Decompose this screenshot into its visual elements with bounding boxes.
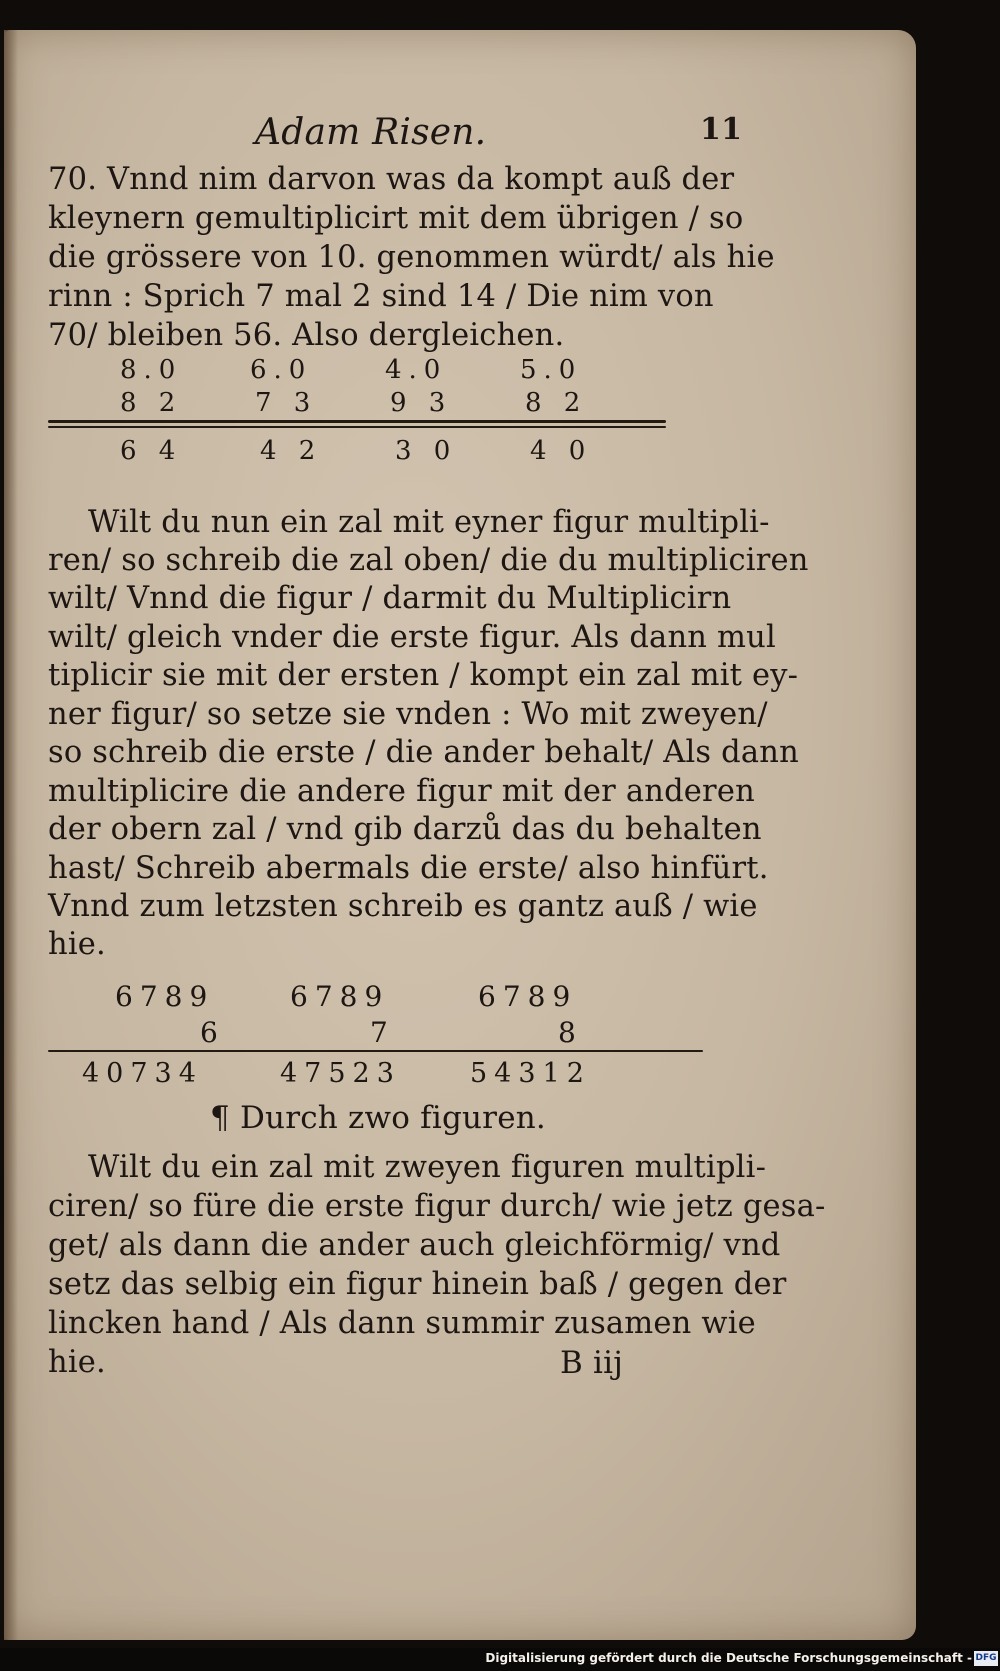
example1-top-number: 5.0 bbox=[520, 355, 583, 385]
example1-result: 6 4 bbox=[120, 436, 183, 466]
example1-result: 3 0 bbox=[395, 436, 458, 466]
text-line: get/ als dann die ander auch gleichförmig/ vnd bbox=[48, 1228, 781, 1263]
text-line: multiplicire die andere figur mit der anderen bbox=[48, 774, 755, 809]
folio-number: 11 bbox=[700, 112, 743, 147]
text-line: der obern zal / vnd gib darzů das du behalten bbox=[48, 812, 762, 847]
example1-second-number: 7 3 bbox=[255, 388, 318, 418]
text-line: Wilt du ein zal mit zweyen figuren multipli- bbox=[88, 1150, 767, 1185]
example2-multiplicand: 6789 bbox=[478, 980, 578, 1013]
text-line: hast/ Schreib abermals die erste/ also hinfürt. bbox=[48, 851, 769, 886]
example1-second-number: 9 3 bbox=[390, 388, 453, 418]
example1-top-number: 8.0 bbox=[120, 355, 183, 385]
text-line: 70. Vnnd nim darvon was da kompt auß der bbox=[48, 162, 735, 197]
text-line: lincken hand / Als dann summir zusamen wie bbox=[48, 1306, 756, 1341]
example2-multiplicand: 6789 bbox=[115, 980, 215, 1013]
text-line: Wilt du nun ein zal mit eyner figur multipli- bbox=[88, 505, 770, 540]
example2-multiplier: 6 bbox=[200, 1016, 225, 1049]
text-line: tiplicir sie mit der ersten / kompt ein zal mit ey- bbox=[48, 658, 799, 693]
example1-rule bbox=[48, 426, 666, 428]
text-line: so schreib die erste / die ander behalt/ Als dann bbox=[48, 735, 799, 770]
example1-rule bbox=[48, 420, 666, 423]
funding-credit: Digitalisierung gefördert durch die Deutsche Forschungsgemeinschaft - bbox=[485, 1651, 972, 1665]
example1-top-number: 4.0 bbox=[385, 355, 448, 385]
text-line: hie. bbox=[48, 927, 106, 962]
page-edge-shadow bbox=[4, 30, 18, 1640]
text-line: 70/ bleiben 56. Also dergleichen. bbox=[48, 318, 565, 353]
example1-result: 4 2 bbox=[260, 436, 323, 466]
example2-product: 47523 bbox=[280, 1058, 401, 1089]
example1-top-number: 6.0 bbox=[250, 355, 313, 385]
example2-rule bbox=[48, 1050, 703, 1052]
example2-multiplier: 8 bbox=[558, 1016, 583, 1049]
example2-multiplier: 7 bbox=[370, 1016, 395, 1049]
text-line: setz das selbig ein figur hinein baß / gegen der bbox=[48, 1267, 787, 1302]
text-line: kleynern gemultiplicirt mit dem übrigen / so bbox=[48, 201, 744, 236]
example2-product: 40734 bbox=[82, 1058, 203, 1089]
example1-second-number: 8 2 bbox=[525, 388, 588, 418]
text-line: ciren/ so füre die erste figur durch/ wie jetz gesa- bbox=[48, 1189, 826, 1224]
text-line: ren/ so schreib die zal oben/ die du multipliciren bbox=[48, 543, 809, 578]
dfg-logo: DFG bbox=[974, 1651, 998, 1666]
text-line: wilt/ Vnnd die figur / darmit du Multiplicirn bbox=[48, 581, 732, 616]
text-line: hie. bbox=[48, 1345, 106, 1380]
text-line: rinn : Sprich 7 mal 2 sind 14 / Die nim von bbox=[48, 279, 714, 314]
text-line: Vnnd zum letzsten schreib es gantz auß / wie bbox=[48, 889, 758, 924]
example1-result: 4 0 bbox=[530, 436, 593, 466]
signature-mark: B iij bbox=[560, 1345, 624, 1381]
text-line: ner figur/ so setze sie vnden : Wo mit zweyen/ bbox=[48, 697, 768, 732]
section-heading: ¶ Durch zwo figuren. bbox=[210, 1100, 546, 1136]
text-line: wilt/ gleich vnder die erste figur. Als dann mul bbox=[48, 620, 776, 655]
running-title: Adam Risen. bbox=[255, 112, 487, 153]
example2-multiplicand: 6789 bbox=[290, 980, 390, 1013]
text-line: die grössere von 10. genommen würdt/ als hie bbox=[48, 240, 775, 275]
example1-second-number: 8 2 bbox=[120, 388, 183, 418]
example2-product: 54312 bbox=[470, 1058, 591, 1089]
